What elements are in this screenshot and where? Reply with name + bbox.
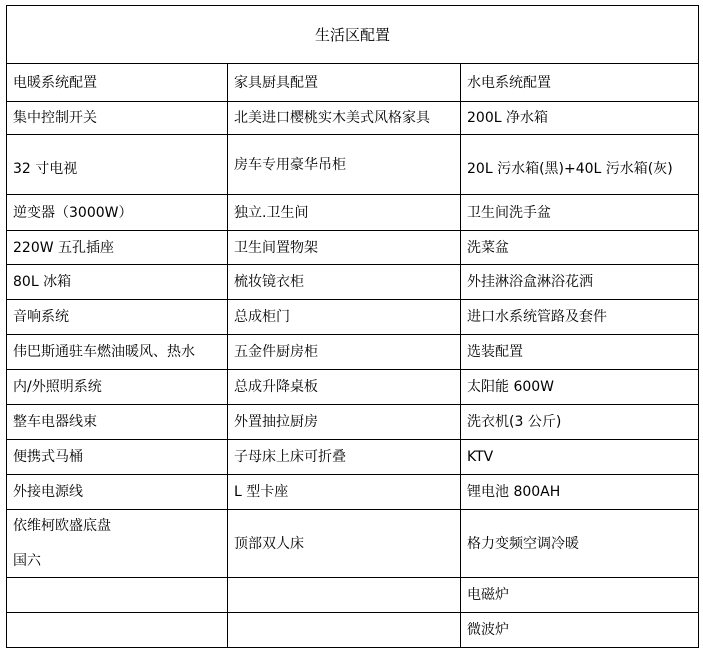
- table-cell: 外接电源线: [7, 475, 228, 510]
- header-electric-heating: 电暖系统配置: [7, 64, 228, 102]
- table-cell: 锂电池 800AH: [461, 475, 699, 510]
- table-cell: 便携式马桶: [7, 440, 228, 475]
- table-cell: L 型卡座: [228, 475, 461, 510]
- table-cell: 外置抽拉厨房: [228, 405, 461, 440]
- table-cell: 音响系统: [7, 300, 228, 335]
- table-cell: 顶部双人床: [228, 510, 461, 578]
- table-cell: 洗菜盆: [461, 231, 699, 265]
- table-row: [7, 300, 699, 335]
- table-cell-empty: [228, 613, 461, 648]
- header-water-electric: 水电系统配置: [461, 64, 699, 102]
- table-row: [7, 578, 699, 613]
- table-cell: 总成升降桌板: [228, 370, 461, 405]
- table-cell: 微波炉: [461, 613, 699, 648]
- table-cell: 梳妆镜衣柜: [228, 265, 461, 300]
- table-cell: 卫生间置物架: [228, 231, 461, 265]
- table-row: [7, 440, 699, 475]
- table-row: [7, 475, 699, 510]
- table-cell: 220W 五孔插座: [7, 231, 228, 265]
- table-row: [7, 510, 699, 578]
- table-row: [7, 405, 699, 440]
- table-cell: 卫生间洗手盆: [461, 195, 699, 231]
- table-row: [7, 335, 699, 370]
- table-cell: 独立.卫生间: [228, 195, 461, 231]
- table-cell: 子母床上床可折叠: [228, 440, 461, 475]
- table-title: 生活区配置: [7, 6, 699, 64]
- config-document: [6, 5, 698, 648]
- table-cell: 五金件厨房柜: [228, 335, 461, 370]
- table-cell: 集中控制开关: [7, 102, 228, 135]
- table-cell-empty: [228, 578, 461, 613]
- table-cell: 格力变频空调冷暖: [461, 510, 699, 578]
- table-row: [7, 102, 699, 135]
- table-cell: 逆变器（3000W）: [7, 195, 228, 231]
- table-row: [7, 613, 699, 648]
- table-row: [7, 265, 699, 300]
- table-cell: 200L 净水箱: [461, 102, 699, 135]
- line-gap: [13, 535, 221, 552]
- table-cell-empty: [7, 578, 228, 613]
- table-row: [7, 231, 699, 265]
- table-cell: 整车电器线束: [7, 405, 228, 440]
- table-cell: 内/外照明系统: [7, 370, 228, 405]
- table-cell: 外挂淋浴盒淋浴花洒: [461, 265, 699, 300]
- table-row: [7, 195, 699, 231]
- title-row: [7, 6, 699, 64]
- table-cell: 80L 冰箱: [7, 265, 228, 300]
- table-cell: 32 寸电视: [7, 135, 228, 195]
- table-cell-empty: [7, 613, 228, 648]
- table-cell: 总成柜门: [228, 300, 461, 335]
- table-cell: 进口水系统管路及套件: [461, 300, 699, 335]
- table-row: [7, 135, 699, 195]
- table-cell: 洗衣机(3 公斤): [461, 405, 699, 440]
- table-cell: 选装配置: [461, 335, 699, 370]
- table-cell: 20L 污水箱(黑)+40L 污水箱(灰): [461, 135, 699, 195]
- emission-standard: 国六: [13, 553, 41, 569]
- header-row: [7, 64, 699, 102]
- header-furniture-kitchen: 家具厨具配置: [228, 64, 461, 102]
- table-cell: 电磁炉: [461, 578, 699, 613]
- table-row: [7, 370, 699, 405]
- chassis-line: 依维柯欧盛底盘: [13, 518, 111, 534]
- table-cell-chassis: [7, 510, 228, 578]
- table-cell: 伟巴斯通驻车燃油暖风、热水: [7, 335, 228, 370]
- table-cell: 房车专用豪华吊柜: [228, 135, 461, 195]
- table-cell: 北美进口樱桃实木美式风格家具: [228, 102, 461, 135]
- table-cell: 太阳能 600W: [461, 370, 699, 405]
- table-cell: KTV: [461, 440, 699, 475]
- config-table: [6, 5, 699, 648]
